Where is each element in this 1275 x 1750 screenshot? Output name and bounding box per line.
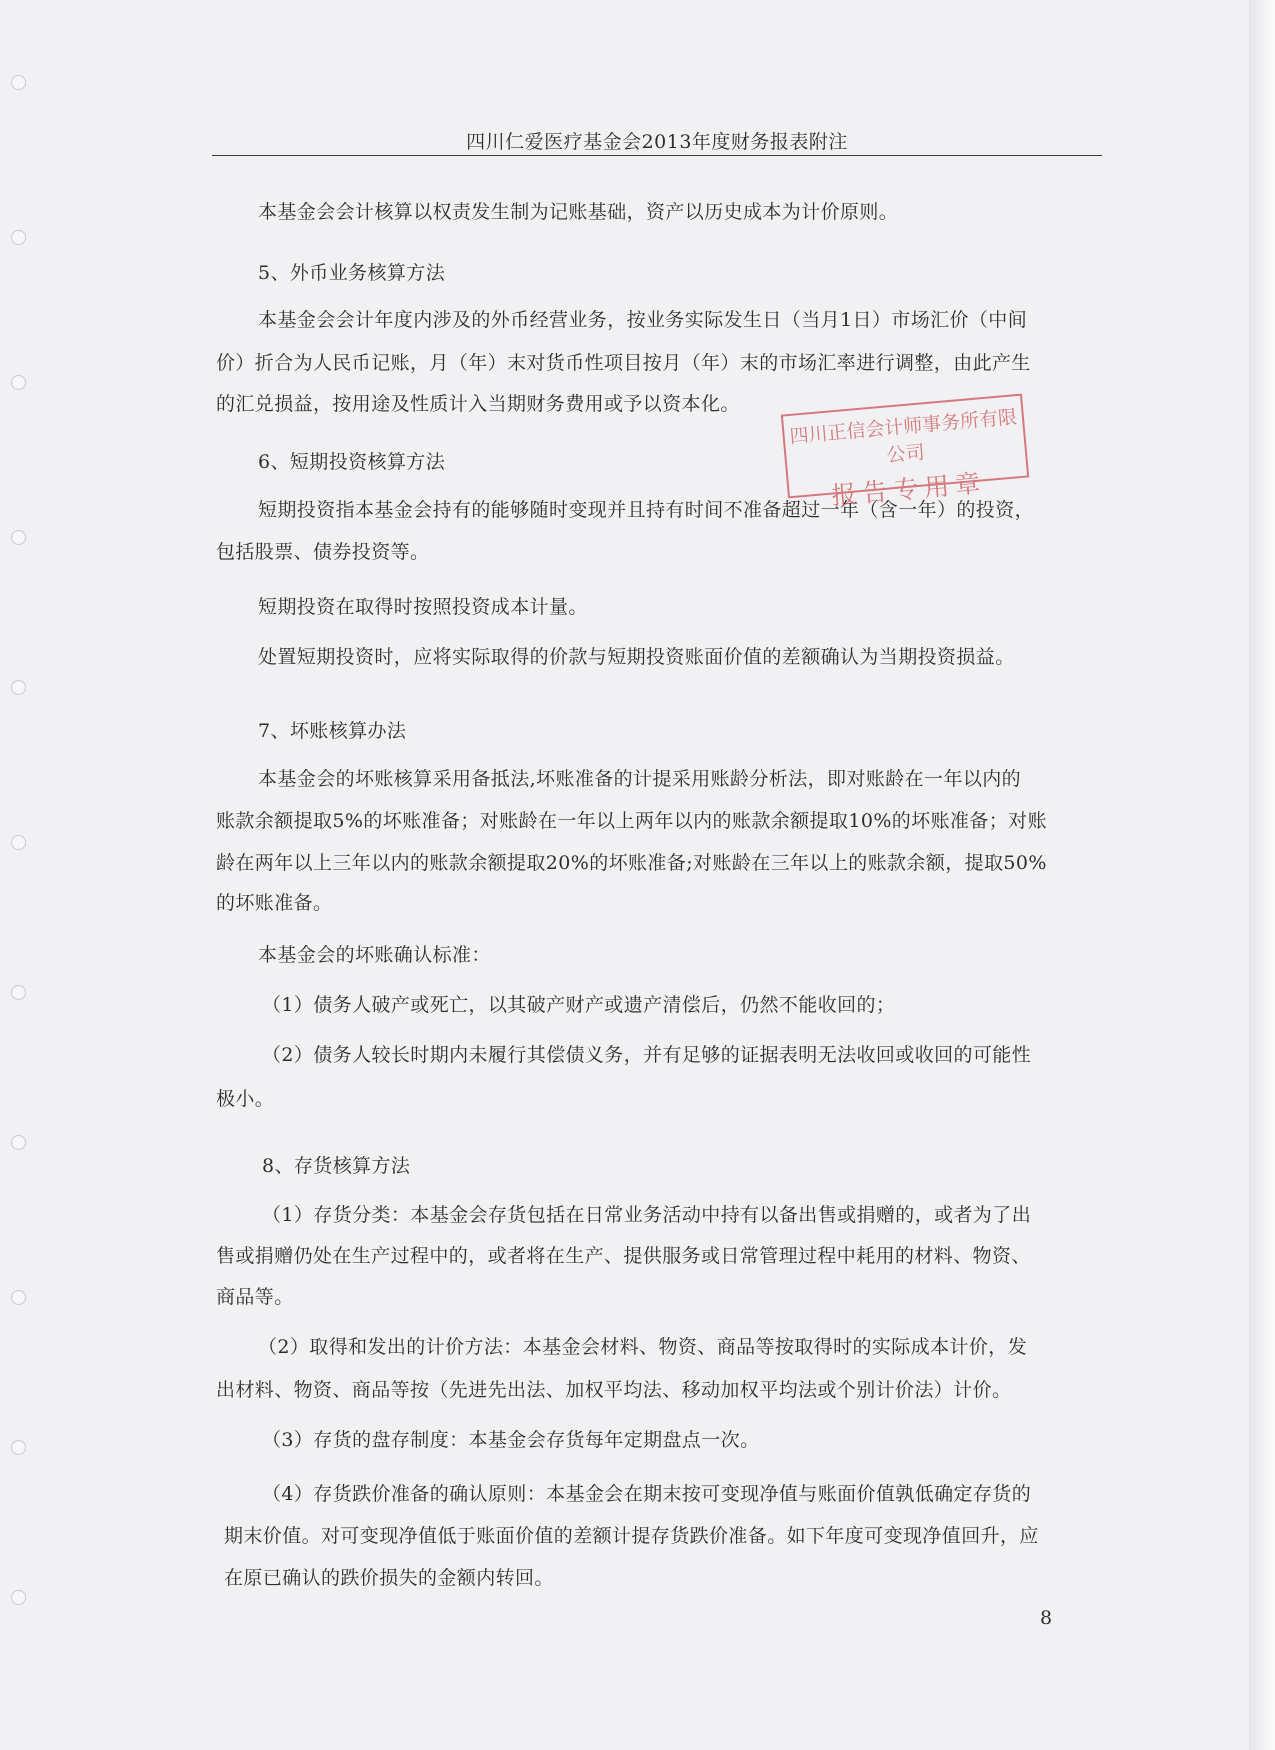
page-edge-shadow xyxy=(1249,0,1275,1750)
paragraph-line: 包括股票、债券投资等。 xyxy=(216,541,430,563)
paragraph-line: 处置短期投资时，应将实际取得的价款与短期投资账面价值的差额确认为当期投资损益。 xyxy=(258,646,1015,668)
list-item: （1）债务人破产或死亡，以其破产财产或遗产清偿后，仍然不能收回的； xyxy=(262,994,896,1016)
paragraph-line: 短期投资指本基金会持有的能够随时变现并且持有时间不准备超过一年（含一年）的投资， xyxy=(258,499,1035,521)
paragraph-line: 商品等。 xyxy=(216,1286,294,1308)
punch-hole xyxy=(11,1290,26,1305)
paragraph-line: 极小。 xyxy=(216,1088,275,1110)
paragraph-line: 出材料、物资、商品等按（先进先出法、加权平均法、移动加权平均法或个别计价法）计价。 xyxy=(216,1379,1012,1401)
punch-hole xyxy=(11,375,26,390)
list-item: （1）存货分类：本基金会存货包括在日常业务活动中持有以备出售或捐赠的，或者为了出 xyxy=(262,1204,1032,1226)
paragraph-line: 本基金会会计核算以权责发生制为记账基础，资产以历史成本为计价原则。 xyxy=(258,201,899,223)
punch-hole xyxy=(11,1135,26,1150)
section-heading: 5、外币业务核算方法 xyxy=(258,262,446,284)
punch-hole xyxy=(11,835,26,850)
section-heading: 7、坏账核算办法 xyxy=(258,720,407,742)
punch-hole xyxy=(11,530,26,545)
paragraph-line: 期末价值。对可变现净值低于账面价值的差额计提存货跌价准备。如下年度可变现净值回升，应 xyxy=(224,1525,1039,1547)
stamp-purpose: 报告专用章 xyxy=(830,468,988,511)
list-item: （3）存货的盘存制度：本基金会存货每年定期盘点一次。 xyxy=(262,1429,760,1451)
page-number: 8 xyxy=(1040,1607,1053,1629)
list-item: （2）取得和发出的计价方法：本基金会材料、物资、商品等按取得时的实际成本计价，发 xyxy=(258,1336,1028,1358)
paragraph-line: 本基金会的坏账核算采用备抵法,坏账准备的计提采用账龄分析法，即对账龄在一年以内的 xyxy=(258,768,1022,790)
section-heading: 8、存货核算方法 xyxy=(262,1155,411,1177)
paragraph-line: 本基金会会计年度内涉及的外币经营业务，按业务实际发生日（当月1日）市场汇价（中间 xyxy=(258,309,1028,331)
list-item: （4）存货跌价准备的确认原则：本基金会在期末按可变现净值与账面价值孰低确定存货的 xyxy=(262,1483,1032,1505)
paragraph-line: 本基金会的坏账确认标准： xyxy=(258,944,491,966)
paragraph-line: 龄在两年以上三年以内的账款余额提取20%的坏账准备;对账龄在三年以上的账款余额，提取50% xyxy=(216,852,1047,874)
page-header-title: 四川仁爱医疗基金会2013年度财务报表附注 xyxy=(466,131,848,153)
paragraph-line: 短期投资在取得时按照投资成本计量。 xyxy=(258,596,588,618)
paragraph-line: 价）折合为人民币记账，月（年）末对货币性项目按月（年）末的市场汇率进行调整，由此产生 xyxy=(216,352,1031,374)
header-rule xyxy=(212,155,1102,156)
punch-hole xyxy=(11,680,26,695)
paragraph-line: 售或捐赠仍处在生产过程中的，或者将在生产、提供服务或日常管理过程中耗用的材料、物资、 xyxy=(216,1245,1031,1267)
punch-hole xyxy=(11,985,26,1000)
section-heading: 6、短期投资核算方法 xyxy=(258,451,446,473)
punch-hole xyxy=(11,75,26,90)
punch-hole xyxy=(11,1440,26,1455)
list-item: （2）债务人较长时期内未履行其偿债义务，并有足够的证据表明无法收回或收回的可能性 xyxy=(262,1044,1032,1066)
paragraph-line: 在原已确认的跌价损失的金额内转回。 xyxy=(224,1567,554,1589)
paragraph-line: 的坏账准备。 xyxy=(216,892,333,914)
paragraph-line: 的汇兑损益，按用途及性质计入当期财务费用或予以资本化。 xyxy=(216,393,740,415)
punch-hole xyxy=(11,1590,26,1605)
report-seal-stamp xyxy=(781,394,1029,511)
stamp-company-name: 四川正信会计师事务所有限公司 xyxy=(788,406,1018,467)
punch-hole xyxy=(11,230,26,245)
paragraph-line: 账款余额提取5%的坏账准备；对账龄在一年以上两年以内的账款余额提取10%的坏账准备；对账 xyxy=(216,810,1047,832)
